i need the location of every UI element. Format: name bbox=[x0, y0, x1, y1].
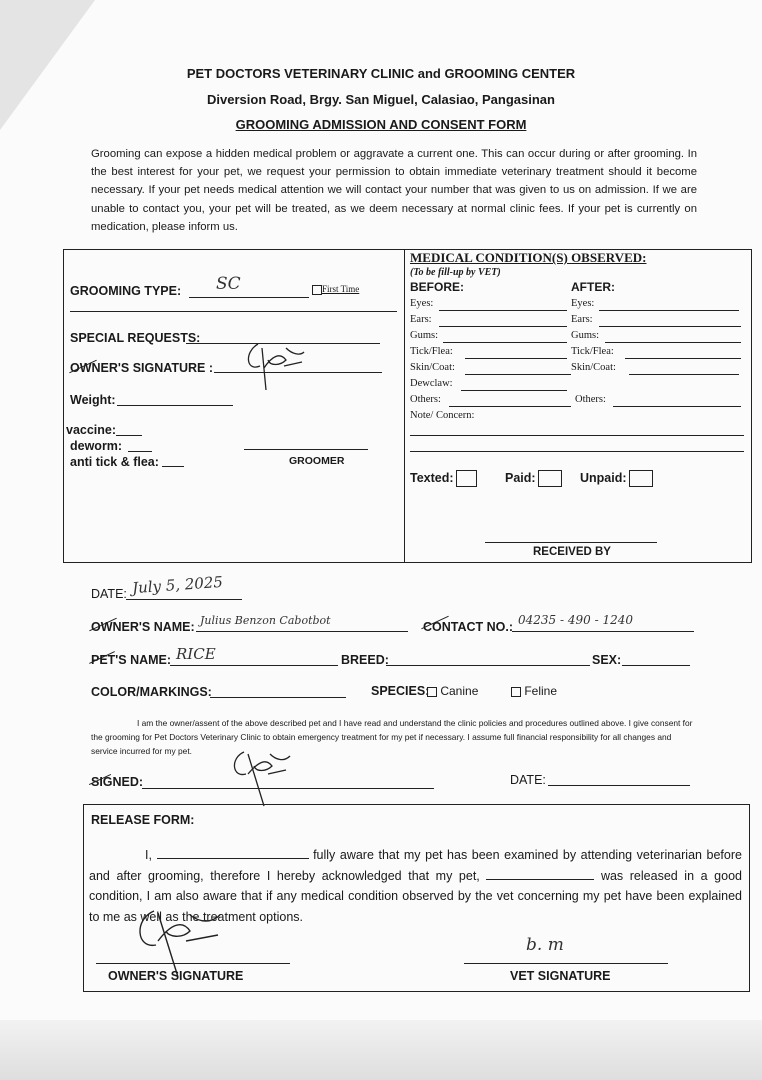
color-markings-label: COLOR/MARKINGS: bbox=[91, 685, 212, 699]
after-label: AFTER: bbox=[571, 280, 615, 294]
release-pet-blank[interactable] bbox=[486, 869, 594, 880]
grooming-type-label: GROOMING TYPE: bbox=[70, 284, 182, 298]
date2-label: DATE: bbox=[510, 773, 546, 787]
unpaid-field[interactable] bbox=[580, 470, 653, 487]
paid-label: Paid: bbox=[505, 470, 536, 485]
texted-field[interactable] bbox=[410, 470, 477, 487]
before-label: BEFORE: bbox=[410, 280, 464, 294]
medical-subtitle: (To be fill-up by VET) bbox=[410, 267, 501, 278]
release-text-3: was released in a good condition, I am also aware that if any medical condition observed by the vet concerning my pet have been explained to me as well as the treatment options. bbox=[89, 868, 742, 924]
feline-checkbox[interactable] bbox=[511, 687, 521, 697]
after-eyes-line[interactable] bbox=[599, 310, 739, 311]
clinic-name: PET DOCTORS VETERINARY CLINIC and GROOMING CENTER bbox=[186, 66, 576, 81]
canine-label: Canine bbox=[440, 684, 479, 698]
checkbox-icon[interactable] bbox=[312, 285, 322, 295]
clinic-address: Diversion Road, Brgy. San Miguel, Calasiao, Pangasinan bbox=[207, 92, 555, 107]
after-ears: Ears: bbox=[571, 314, 593, 325]
after-others-line[interactable] bbox=[613, 406, 741, 407]
weight-line[interactable] bbox=[117, 405, 233, 406]
signed-signature-scribble bbox=[226, 744, 296, 810]
date-line[interactable] bbox=[126, 599, 242, 600]
species-label: SPECIES: bbox=[371, 684, 430, 698]
anti-tick-line[interactable] bbox=[162, 466, 184, 467]
anti-tick-label: anti tick & flea: bbox=[70, 455, 159, 469]
before-gums-line[interactable] bbox=[443, 342, 567, 343]
before-dewclaw-line[interactable] bbox=[461, 390, 567, 391]
signed-label: SIGNED: bbox=[91, 775, 144, 789]
before-ears-line[interactable] bbox=[439, 326, 567, 327]
after-gums-line[interactable] bbox=[605, 342, 741, 343]
vet-initials: b. m bbox=[526, 935, 564, 955]
after-ears-line[interactable] bbox=[599, 326, 741, 327]
owner-name-value: Julius Benzon Cabotbot bbox=[200, 614, 331, 627]
unpaid-checkbox[interactable] bbox=[629, 470, 653, 487]
contact-value: 04235 - 490 - 1240 bbox=[518, 613, 633, 627]
grooming-type-extra-line bbox=[70, 311, 397, 312]
groomer-line[interactable] bbox=[244, 449, 368, 450]
owner-name-line[interactable] bbox=[196, 631, 408, 632]
owner-signature-release-label: OWNER'S SIGNATURE bbox=[108, 969, 244, 983]
date-value: July 5, 2025 bbox=[131, 572, 224, 598]
breed-line[interactable] bbox=[386, 665, 590, 666]
after-skin-coat: Skin/Coat: bbox=[571, 362, 616, 373]
folded-corner bbox=[0, 0, 95, 130]
sex-line[interactable] bbox=[622, 665, 690, 666]
first-time-label: First Time bbox=[322, 284, 360, 294]
owner-signature-scribble bbox=[240, 338, 310, 394]
date-label: DATE: bbox=[91, 587, 127, 601]
sex-label: SEX: bbox=[592, 653, 622, 667]
after-others: Others: bbox=[575, 394, 606, 405]
page-bottom-edge bbox=[0, 1020, 762, 1080]
texted-label: Texted: bbox=[410, 470, 454, 485]
feline-label: Feline bbox=[524, 684, 558, 698]
before-tick-flea: Tick/Flea: bbox=[410, 346, 453, 357]
before-skin-coat-line[interactable] bbox=[465, 374, 571, 375]
contact-label: CONTACT NO.: bbox=[423, 620, 514, 634]
weight-label: Weight: bbox=[70, 393, 116, 407]
breed-label: BREED: bbox=[341, 653, 389, 667]
vaccine-label: vaccine: bbox=[66, 423, 117, 437]
form-title: GROOMING ADMISSION AND CONSENT FORM bbox=[235, 117, 527, 132]
vet-signature-line[interactable] bbox=[464, 963, 668, 964]
before-tick-flea-line[interactable] bbox=[465, 358, 567, 359]
consent-text: I am the owner/assent of the above described pet and I have read and understand the clinic policies and procedures outlined above. I give consent for the grooming for Pet Doctors Veterinary Clinic to obtain emergency treatment for my pet if necessary. I assume full financial responsibility for all changes and service incurred for my pet. bbox=[91, 718, 693, 756]
before-others-line[interactable] bbox=[449, 406, 571, 407]
date2-line[interactable] bbox=[548, 785, 690, 786]
paid-field[interactable] bbox=[505, 470, 562, 487]
before-ears: Ears: bbox=[410, 314, 432, 325]
owner-signature-release-line[interactable] bbox=[96, 963, 290, 964]
groomer-label: GROOMER bbox=[289, 455, 345, 467]
release-title: RELEASE FORM: bbox=[91, 813, 195, 827]
owner-name-label: OWNER'S NAME: bbox=[91, 620, 195, 634]
release-text-1: I, bbox=[145, 848, 152, 862]
canine-checkbox[interactable] bbox=[427, 687, 437, 697]
vet-signature-label: VET SIGNATURE bbox=[510, 969, 611, 983]
before-skin-coat: Skin/Coat: bbox=[410, 362, 455, 373]
grooming-panel bbox=[63, 249, 405, 563]
note-label: Note/ Concern: bbox=[410, 410, 475, 421]
feline-option[interactable] bbox=[511, 684, 557, 698]
after-eyes: Eyes: bbox=[571, 298, 595, 309]
deworm-label: deworm: bbox=[70, 439, 123, 453]
vaccine-line[interactable] bbox=[116, 435, 142, 436]
after-gums: Gums: bbox=[571, 330, 600, 341]
texted-checkbox[interactable] bbox=[456, 470, 477, 487]
contact-line[interactable] bbox=[512, 631, 694, 632]
before-others: Others: bbox=[410, 394, 441, 405]
unpaid-label: Unpaid: bbox=[580, 470, 627, 485]
pet-name-label: PET'S NAME: bbox=[91, 653, 172, 667]
before-gums: Gums: bbox=[410, 330, 439, 341]
grooming-type-value: SC bbox=[216, 274, 241, 294]
intro-paragraph: Grooming can expose a hidden medical problem or aggravate a current one. This can occur during or after grooming. In the best interest for your pet, we request your permission to obtain immediate veterinary treatment should it become necessary. If your pet needs medical attention we will contact your number that was given to us on admission. If we are unable to contact you, your pet will be treated, as we deem necessary at normal clinic fees. If your pet is currently on medication, please inform us. bbox=[91, 148, 697, 233]
note-line-2[interactable] bbox=[410, 451, 744, 452]
color-markings-line[interactable] bbox=[210, 697, 346, 698]
after-tick-flea: Tick/Flea: bbox=[571, 346, 614, 357]
paid-checkbox[interactable] bbox=[538, 470, 562, 487]
release-owner-blank[interactable] bbox=[157, 848, 309, 859]
grooming-type-line[interactable] bbox=[189, 297, 309, 298]
pet-name-line[interactable] bbox=[170, 665, 338, 666]
medical-title: MEDICAL CONDITION(S) OBSERVED: bbox=[410, 250, 647, 265]
release-form-box bbox=[83, 804, 750, 992]
note-line-1[interactable] bbox=[410, 435, 744, 436]
release-text-2: fully aware that my pet has been examined by attending veterinarian before and after grooming, therefore I hereby acknowledged that my pet, bbox=[89, 848, 742, 883]
medical-panel bbox=[403, 249, 752, 563]
pet-name-value: RICE bbox=[176, 645, 216, 663]
after-skin-coat-line[interactable] bbox=[629, 374, 739, 375]
before-eyes-line[interactable] bbox=[439, 310, 567, 311]
received-by-line[interactable] bbox=[485, 542, 657, 543]
special-requests-label: SPECIAL REQUESTS: bbox=[70, 331, 201, 345]
received-by-label: RECEIVED BY bbox=[533, 546, 611, 558]
before-eyes: Eyes: bbox=[410, 298, 434, 309]
before-dewclaw: Dewclaw: bbox=[410, 378, 453, 389]
first-time-checkbox[interactable] bbox=[312, 284, 359, 295]
deworm-line[interactable] bbox=[128, 451, 152, 452]
after-tick-flea-line[interactable] bbox=[625, 358, 741, 359]
owner-signature-label: OWNER'S SIGNATURE : bbox=[70, 361, 214, 375]
canine-option[interactable] bbox=[427, 684, 478, 698]
